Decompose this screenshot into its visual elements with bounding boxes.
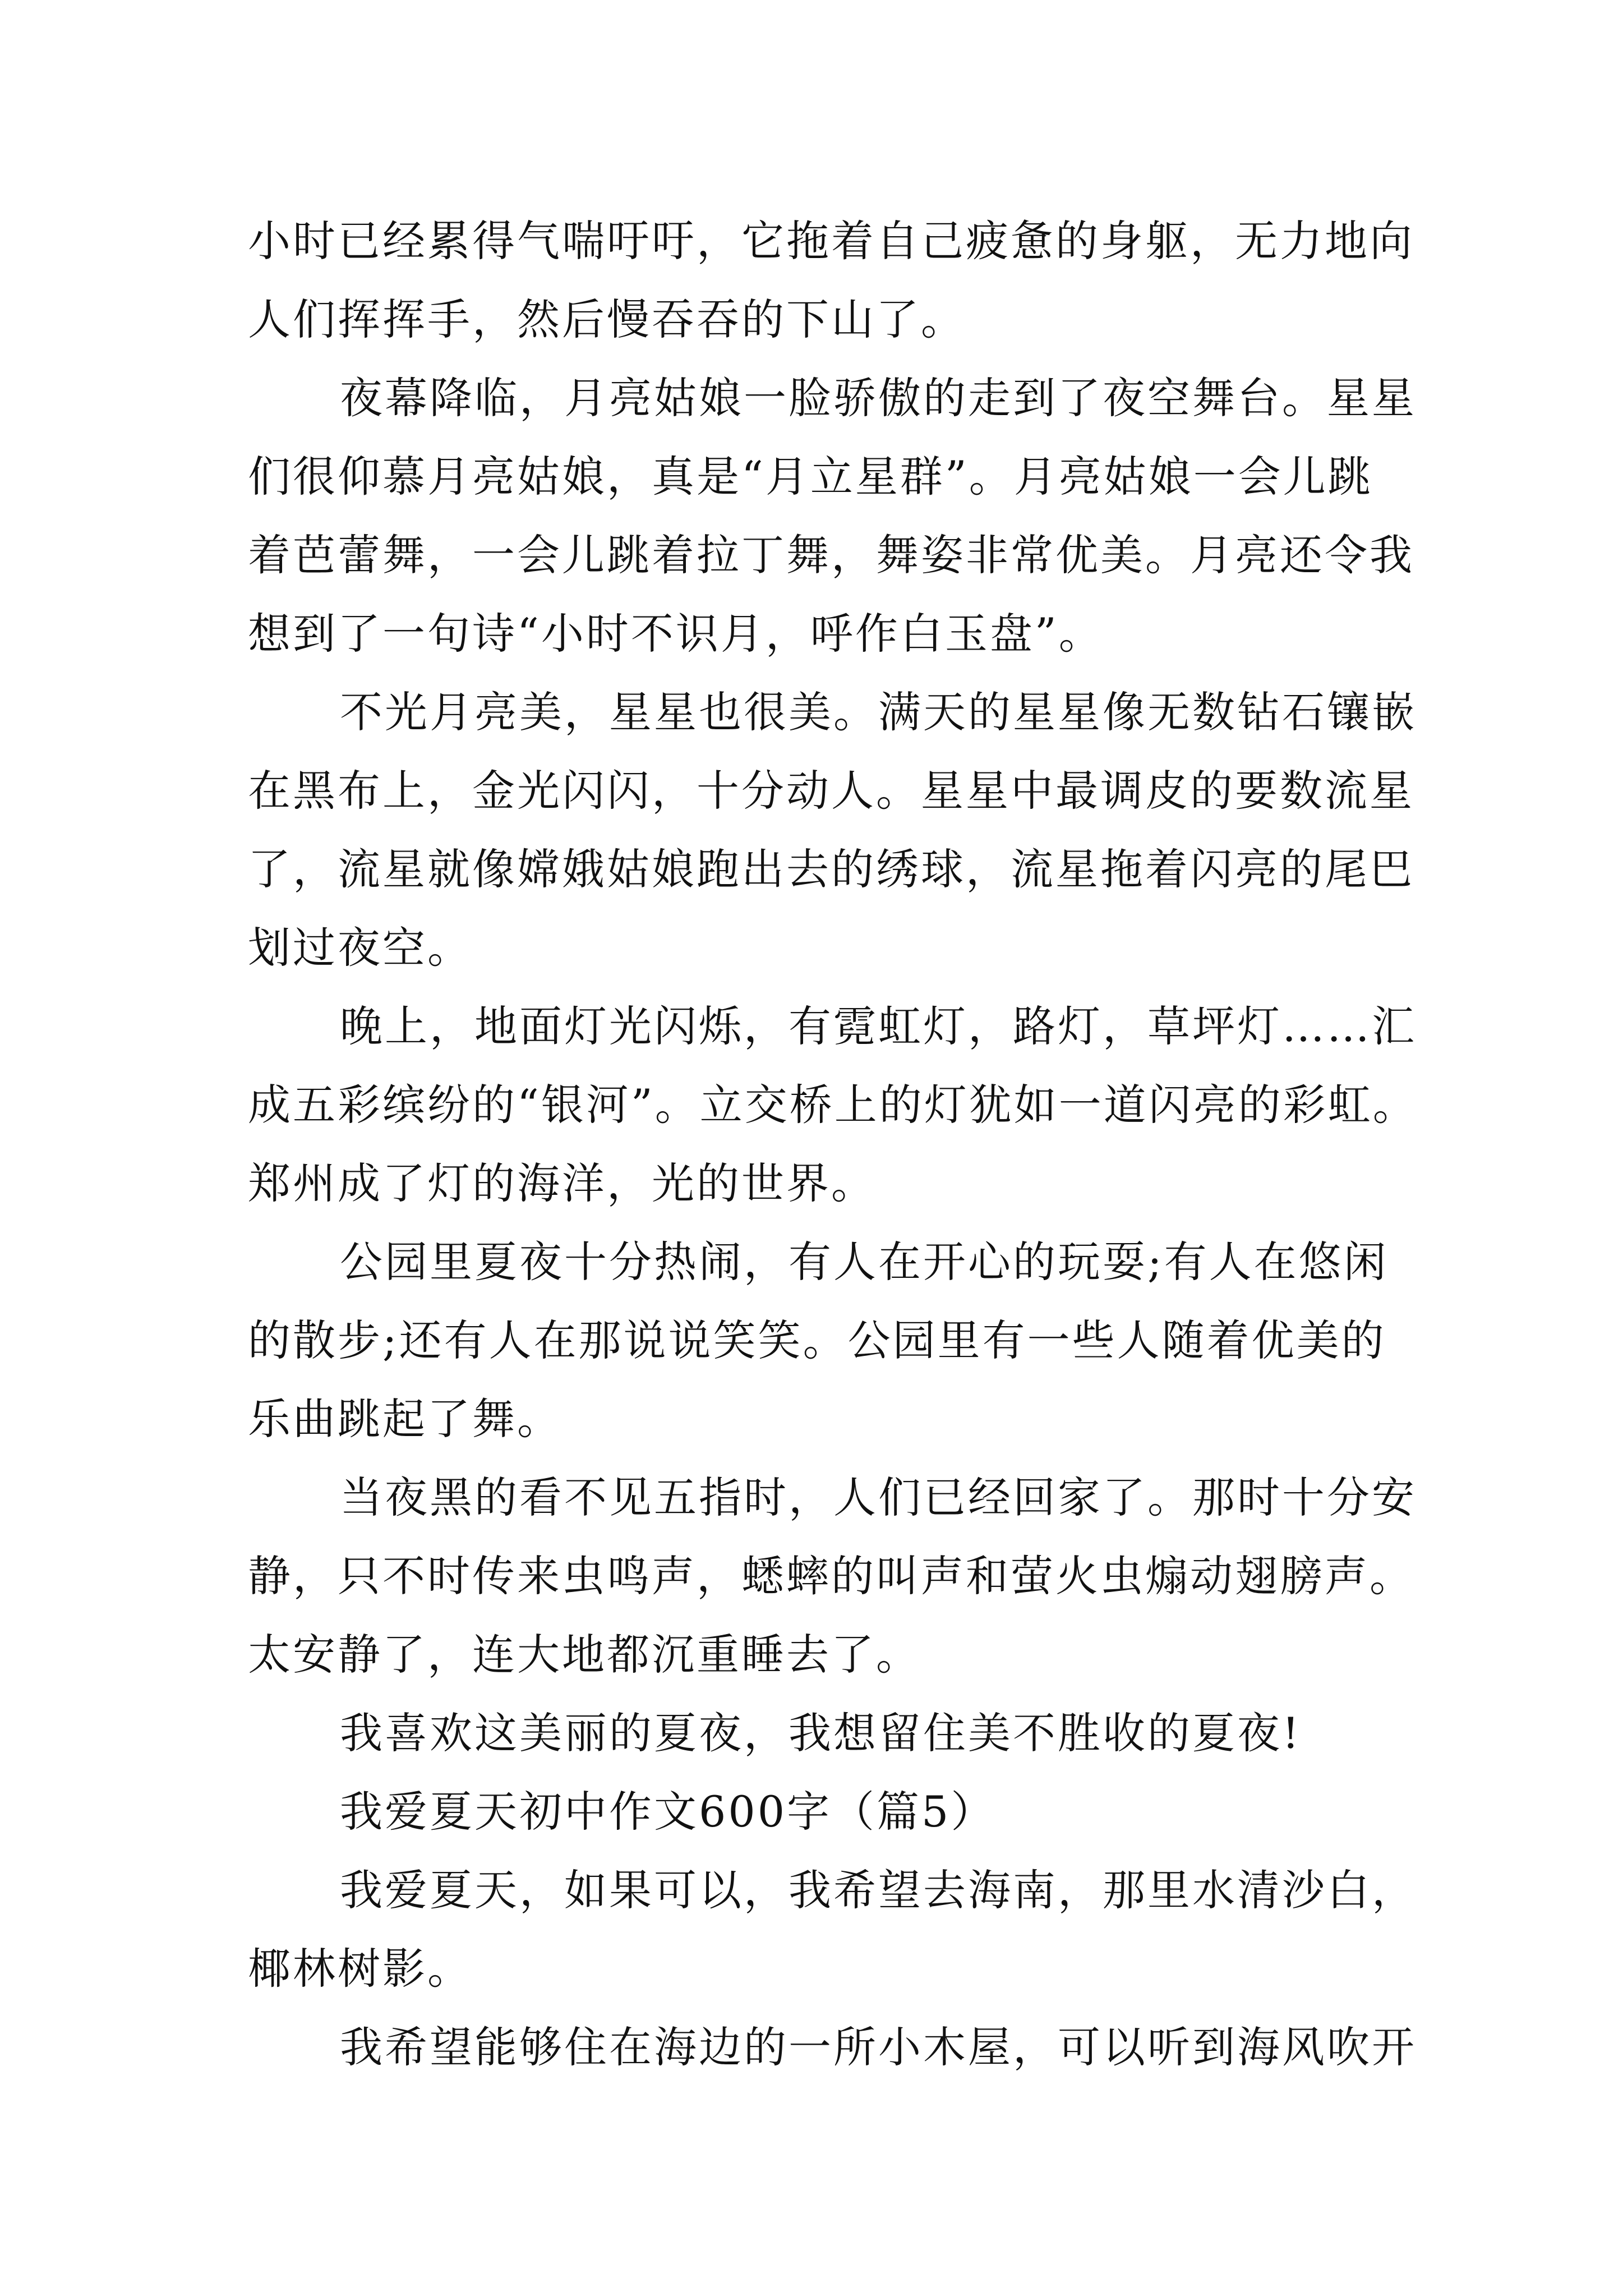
- text-line: 在黑布上，金光闪闪，十分动人。星星中最调皮的要数流星: [248, 766, 1414, 816]
- paragraph-start-line: 我希望能够住在海边的一所小木屋，可以听到海风吹开: [340, 2022, 1417, 2072]
- text-line: 们很仰慕月亮姑娘，真是“月立星群”。月亮姑娘一会儿跳: [248, 452, 1373, 501]
- text-line: 静，只不时传来虫鸣声，蟋蟀的叫声和萤火虫煽动翅膀声。: [248, 1551, 1414, 1601]
- section-heading: 我爱夏天初中作文600字（篇5）: [340, 1787, 996, 1837]
- text-line: 人们挥挥手，然后慢吞吞的下山了。: [248, 295, 966, 344]
- document-body: [248, 202, 1418, 2087]
- paragraph-start-line: 当夜黑的看不见五指时，人们已经回家了。那时十分安: [340, 1473, 1417, 1522]
- text-line: 太安静了，连大地都沉重睡去了。: [248, 1630, 921, 1680]
- text-line: 乐曲跳起了舞。: [248, 1394, 562, 1444]
- text-line: 划过夜空。: [248, 923, 472, 973]
- paragraph-start-line: 晚上，地面灯光闪烁，有霓虹灯，路灯，草坪灯……汇: [340, 1001, 1417, 1051]
- text-line: 椰林树影。: [248, 1944, 472, 1994]
- text-line: 小时已经累得气喘吁吁，它拖着自己疲惫的身躯，无力地向: [248, 216, 1414, 266]
- text-line: 郑州成了灯的海洋，光的世界。: [248, 1158, 876, 1208]
- paragraph-start-line: 公园里夏夜十分热闹，有人在开心的玩耍;有人在悠闲: [340, 1237, 1389, 1287]
- text-line: 成五彩缤纷的“银河”。立交桥上的灯犹如一道闪亮的彩虹。: [248, 1080, 1418, 1130]
- paragraph-start-line: 夜幕降临，月亮姑娘一脸骄傲的走到了夜空舞台。星星: [340, 373, 1417, 423]
- text-line: 想到了一句诗“小时不识月，呼作白玉盘”。: [248, 609, 1104, 659]
- paragraph-start-line: 我爱夏天，如果可以，我希望去海南，那里水清沙白，: [340, 1865, 1417, 1915]
- paragraph-start-line: 不光月亮美，星星也很美。满天的星星像无数钻石镶嵌: [340, 687, 1417, 737]
- text-line: 着芭蕾舞，一会儿跳着拉丁舞，舞姿非常优美。月亮还令我: [248, 530, 1414, 580]
- text-line: 了，流星就像嫦娥姑娘跑出去的绣球，流星拖着闪亮的尾巴: [248, 844, 1414, 894]
- paragraph-start-line: 我喜欢这美丽的夏夜，我想留住美不胜收的夏夜!: [340, 1708, 1302, 1758]
- text-line: 的散步;还有人在那说说笑笑。公园里有一些人随着优美的: [248, 1315, 1386, 1365]
